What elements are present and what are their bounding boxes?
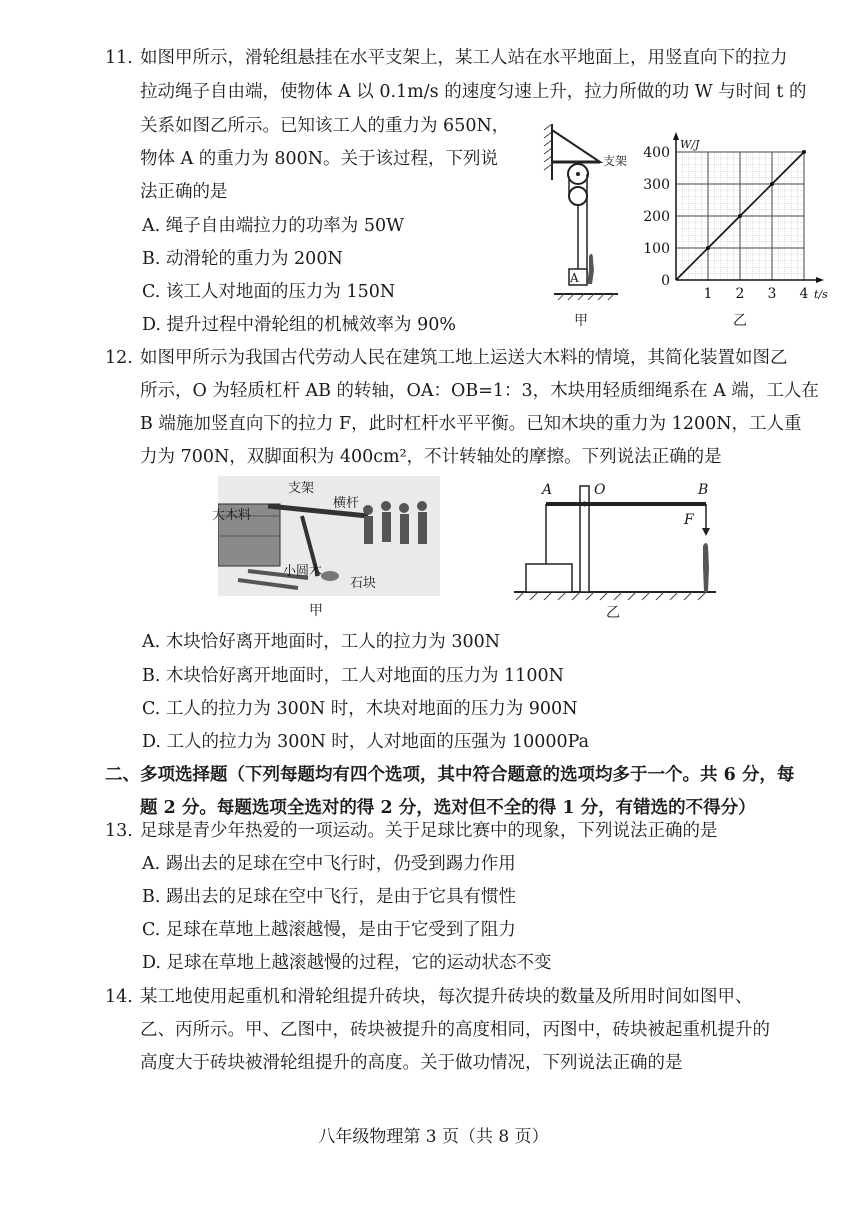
q11-option-b: B. 动滑轮的重力为 200N	[142, 249, 343, 269]
q12-line-3: B 端施加竖直向下的拉力 F，此时杠杆水平平衡。已知木块的重力为 1200N，工人重	[140, 414, 802, 434]
y-tick-label: 200	[643, 209, 670, 225]
x-axis-arrow	[816, 277, 824, 283]
q12-fig-jia-caption: 甲	[309, 603, 323, 619]
q14-line-3: 高度大于砖块被滑轮组提升的高度。关于做功情况，下列说法正确的是	[140, 1053, 683, 1073]
q13-option-d: D. 足球在草地上越滚越慢的过程，它的运动状态不变	[142, 953, 552, 973]
y-tick-label: 300	[643, 177, 670, 193]
q14-number: 14.	[105, 987, 133, 1007]
data-point	[770, 182, 774, 186]
q12-illustration	[218, 476, 440, 596]
q12-option-d: D. 工人的拉力为 300N 时，人对地面的压强为 10000Pa	[142, 732, 590, 752]
q12-number: 12.	[105, 348, 133, 368]
q12-fig-yi-caption: 乙	[606, 605, 620, 621]
q13-option-a: A. 踢出去的足球在空中飞行时，仍受到踢力作用	[142, 854, 516, 874]
x-tick-label: 3	[767, 286, 777, 302]
q11-fig-yi-caption: 乙	[733, 313, 747, 329]
q12-line-4: 力为 700N，双脚面积为 400cm²，不计转轴处的摩擦。下列说法正确的是	[140, 447, 722, 467]
q13-option-c: C. 足球在草地上越滚越慢，是由于它受到了阻力	[142, 920, 516, 940]
x-axis-label: t/s	[814, 288, 828, 301]
q13-stem: 足球是青少年热爱的一项运动。关于足球比赛中的现象，下列说法正确的是	[140, 821, 718, 841]
q11-line-2: 拉动绳子自由端，使物体 A 以 0.1m/s 的速度匀速上升，拉力所做的功 W 与时间 t 的	[140, 82, 807, 102]
q14-line-2: 乙、丙所示。甲、乙图中，砖块被提升的高度相同，丙图中，砖块被起重机提升的	[140, 1020, 770, 1040]
q11-line-1: 如图甲所示，滑轮组悬挂在水平支架上，某工人站在水平地面上，用竖直向下的拉力	[140, 48, 788, 68]
page-footer: 八年级物理第 3 页（共 8 页）	[318, 1127, 549, 1147]
x-tick-label: 2	[735, 286, 745, 302]
q11-support-label: 支架	[603, 154, 628, 168]
y-tick-label: 100	[643, 241, 670, 257]
section2-heading-line-2: 题 2 分。每题选项全选对的得 2 分，选对但不全的得 1 分，有错选的不得分）	[140, 798, 756, 818]
data-point	[802, 150, 806, 154]
q11-line-4: 物体 A 的重力为 800N。关于该过程，下列说	[140, 149, 499, 169]
q12-stone-label: 石块	[350, 576, 377, 591]
q11-option-d: D. 提升过程中滑轮组的机械效率为 90%	[142, 315, 456, 335]
q12-line-2: 所示，O 为轻质杠杆 AB 的转轴，OA：OB=1：3，木块用轻质细绳系在 A 端，工人在	[140, 381, 819, 401]
q13-number: 13.	[105, 821, 133, 841]
q14-line-1: 某工地使用起重机和滑轮组提升砖块，每次提升砖块的数量及所用时间如图甲、	[140, 987, 753, 1007]
q12-support-label: 支架	[288, 481, 315, 496]
q12-lever-label-b: B	[698, 482, 709, 498]
q12-option-c: C. 工人的拉力为 300N 时，木块对地面的压力为 900N	[142, 699, 578, 719]
y-tick-label: 400	[643, 145, 670, 161]
q11-line-3: 关系如图乙所示。已知该工人的重力为 650N，	[140, 116, 510, 136]
q11-option-a: A. 绳子自由端拉力的功率为 50W	[142, 216, 405, 236]
data-point	[738, 214, 742, 218]
q11-fig-jia-caption: 甲	[574, 313, 588, 329]
y-axis-arrow	[673, 132, 679, 140]
section2-heading-line-1: 二、多项选择题（下列每题均有四个选项，其中符合题意的选项均多于一个。共 6 分，每	[105, 765, 795, 785]
data-point	[706, 246, 710, 250]
q12-lever-label-o: O	[594, 482, 606, 498]
q12-option-a: A. 木块恰好离开地面时，工人的拉力为 300N	[142, 632, 501, 652]
y-tick-label: 0	[661, 273, 670, 289]
q12-bar-label: 横杆	[333, 496, 360, 511]
y-axis-label: W/J	[680, 138, 700, 151]
q12-timber-label: 大木料	[212, 508, 252, 523]
q13-option-b: B. 踢出去的足球在空中飞行，是由于它具有惯性	[142, 887, 516, 907]
q12-lever-label-f: F	[684, 512, 694, 528]
q11-option-c: C. 该工人对地面的压力为 150N	[142, 282, 396, 302]
q11-block-label: A	[570, 271, 579, 285]
x-tick-label: 4	[799, 286, 809, 302]
q11-work-time-chart	[640, 124, 835, 304]
q12-lever-label-a: A	[542, 482, 553, 498]
q12-log-label: 小圆木	[283, 564, 323, 579]
q11-line-5: 法正确的是	[140, 182, 228, 202]
q12-option-b: B. 木块恰好离开地面时，工人对地面的压力为 1100N	[142, 666, 564, 686]
q11-number: 11.	[105, 48, 133, 68]
q12-line-1: 如图甲所示为我国古代劳动人民在建筑工地上运送大木料的情境，其简化装置如图乙	[140, 348, 788, 368]
x-tick-label: 1	[703, 286, 713, 302]
